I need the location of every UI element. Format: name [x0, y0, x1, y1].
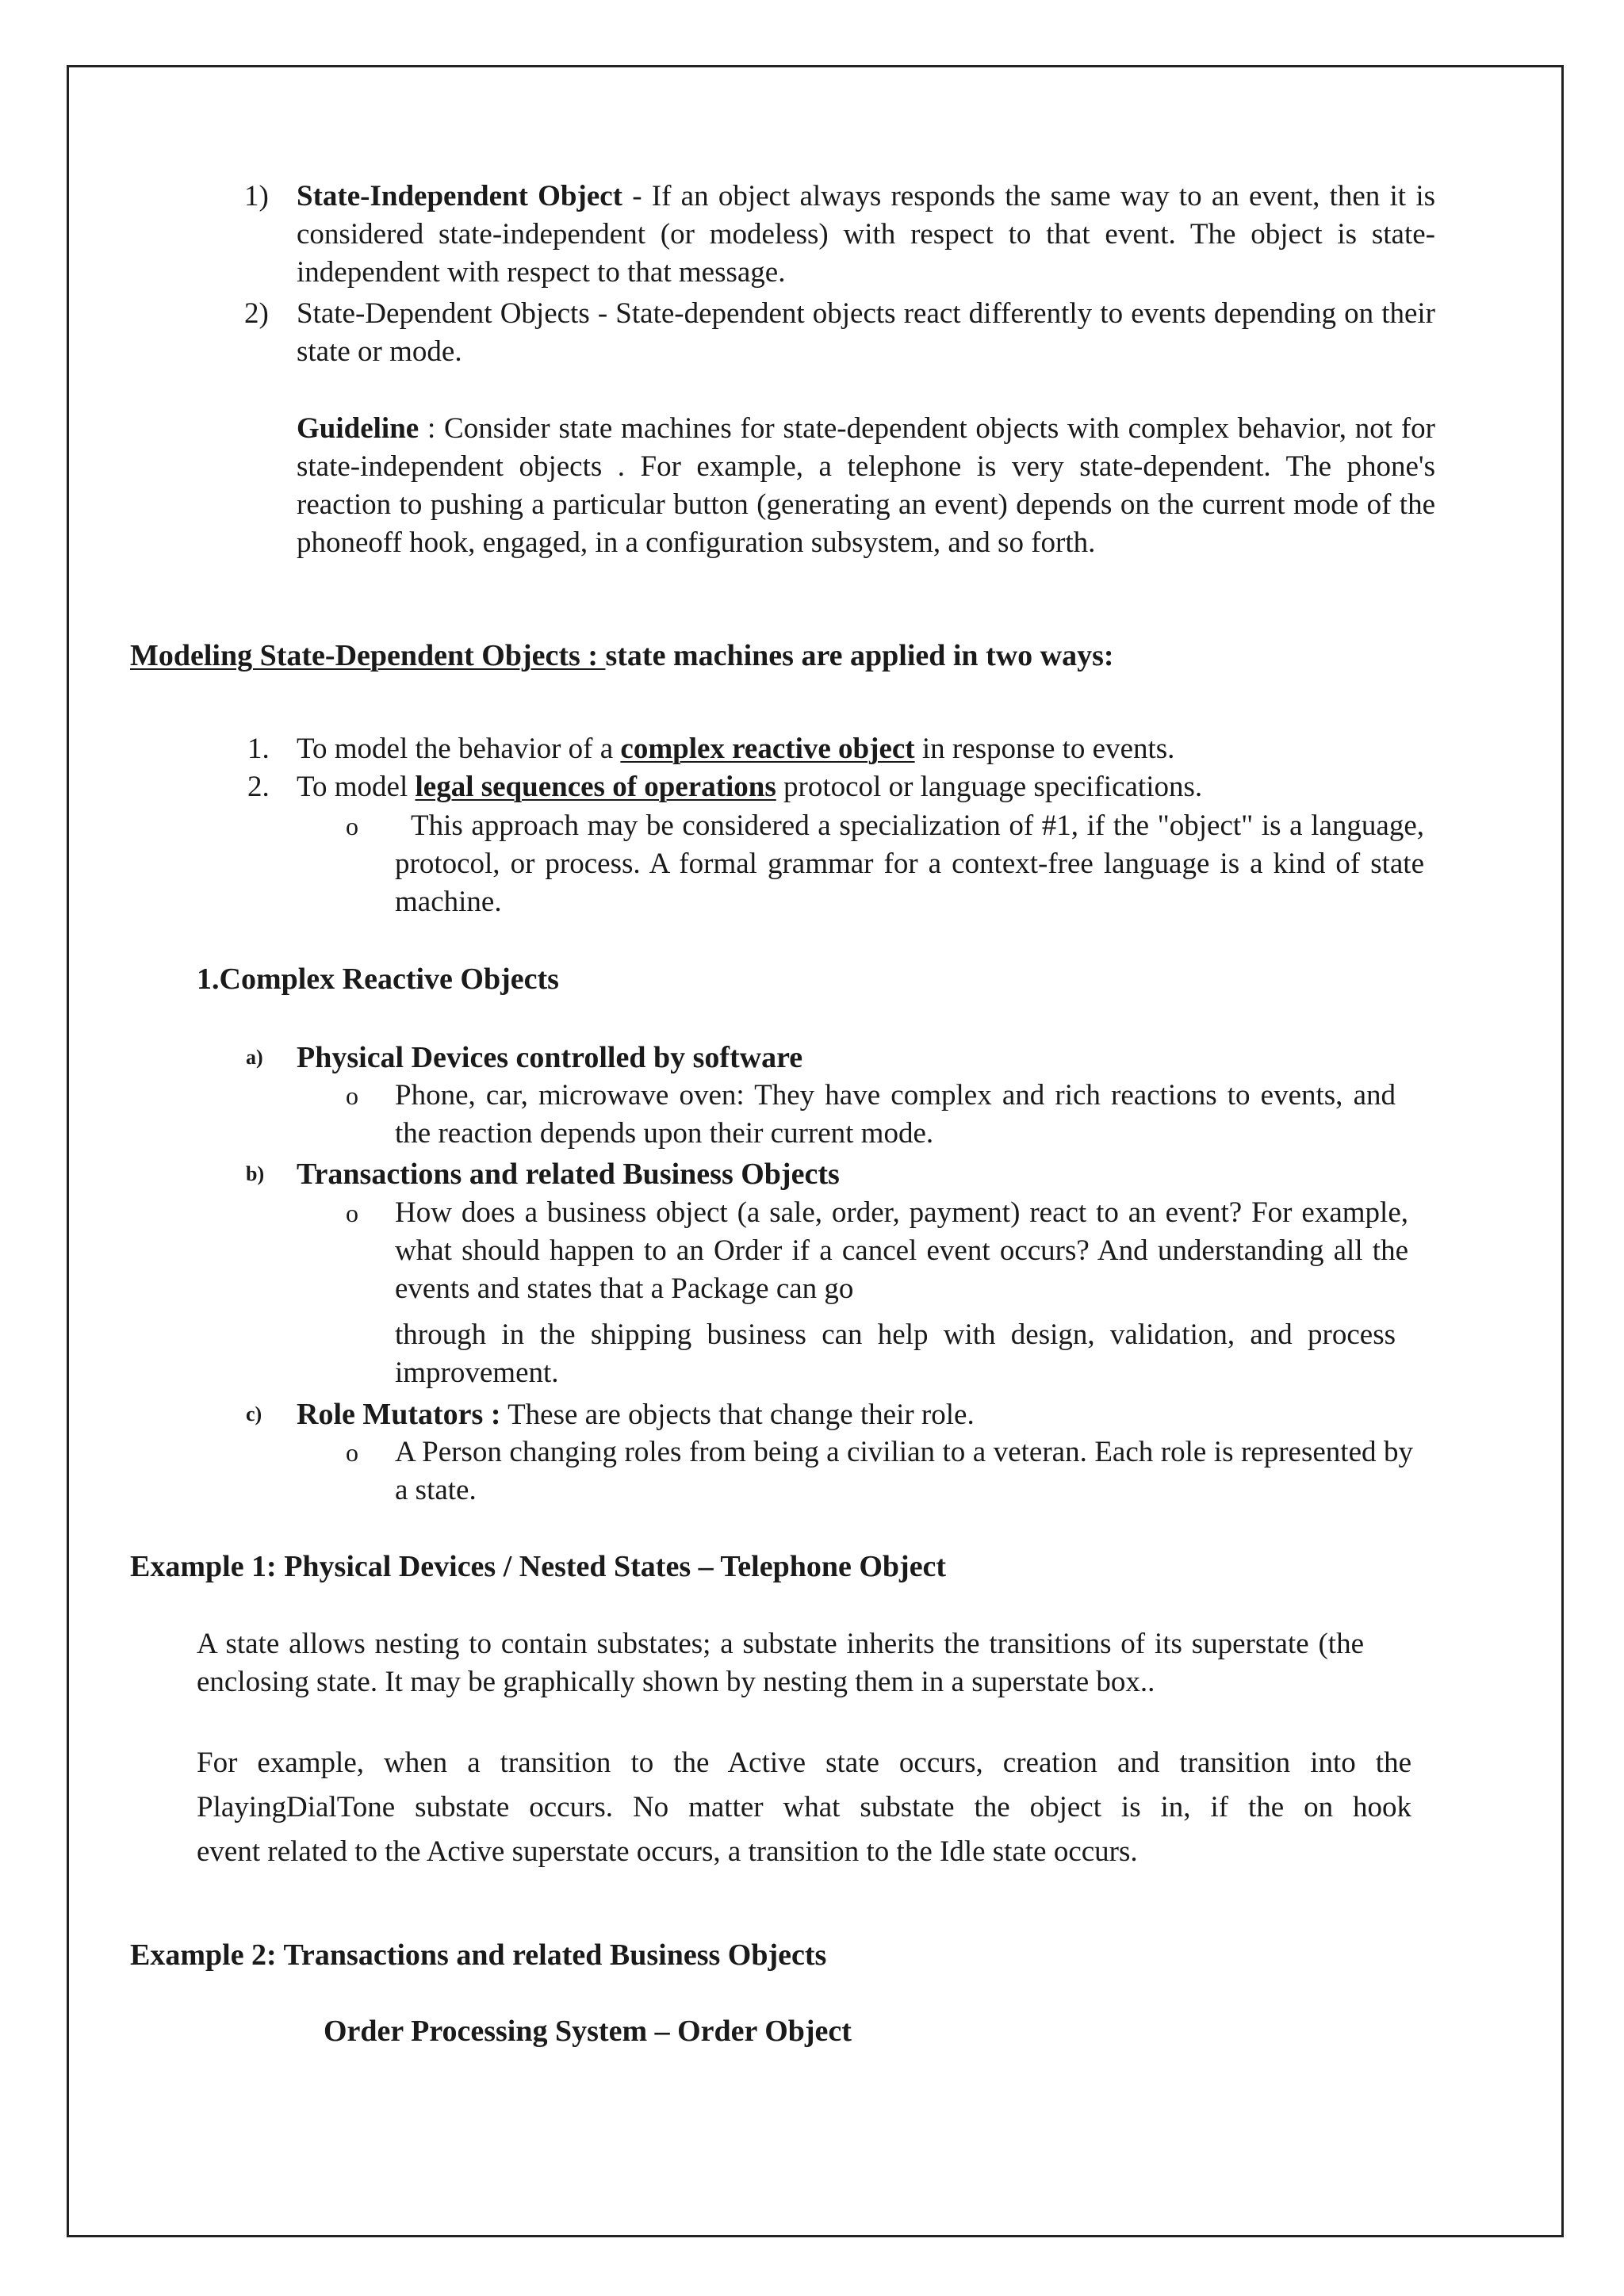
way-item: To model legal sequences of operations protocol or language specifications.: [297, 771, 1203, 803]
paragraph-line: event related to the Active superstate occurs, a transition to the Idle state occurs.: [197, 1835, 1138, 1868]
modeling-heading-underlined: Modeling State-Dependent Objects :: [130, 639, 606, 672]
item-text: If an object always responds the same way to an event, then it is considered state-independent (or modeless) with respect to that event. The object is state-independent with respect to that message.: [297, 180, 1435, 289]
ways-sub-bullet-text: This approach may be considered a specialization of #1, if the "object" is a language, protocol, or process. A formal grammar for a context-free language is a kind of state machine.: [395, 809, 1424, 918]
complex-reactive-object-term: complex reactive object: [620, 733, 915, 765]
example2-subheading: Order Processing System – Order Object: [324, 2015, 852, 2048]
paragraph-line: PlayingDialTone substate occurs. No matter what substate the object is in, if the on hook: [197, 1791, 1411, 1823]
bullet-marker: o: [346, 1199, 358, 1227]
example1-paragraph1: A state allows nesting to contain substates; a substate inherits the transitions of its superstate (the enclosing state. It may be graphically shown by nesting them in a superstate box..: [197, 1628, 1364, 1698]
example1-paragraph2: [197, 1741, 1411, 1874]
role-mutators-item: Role Mutators : These are objects that change their role.: [297, 1398, 975, 1431]
list-number: 2): [244, 297, 269, 330]
state-independent-item: State-Independent Object - If an object always responds the same way to an event, then it is considered state-independent (or modeless) with respect to that event. The object is state-independent with respect to that message.: [297, 180, 1435, 289]
item-title: State-Independent Object: [297, 180, 622, 212]
list-number: 2.: [247, 771, 270, 803]
bullet-marker: o: [346, 1438, 358, 1467]
category-bullet-text: Phone, car, microwave oven: They have complex and rich reactions to events, and the reaction depends upon their current mode.: [395, 1079, 1396, 1150]
category-title: Role Mutators :: [297, 1398, 501, 1431]
category-title: Transactions and related Business Objects: [297, 1158, 840, 1191]
category-bullet-text: How does a business object (a sale, order, payment) react to an event? For example, what should happen to an Order if a cancel event occurs? And understanding all the events and states that a Package can go: [395, 1196, 1408, 1305]
modeling-heading: [130, 637, 1114, 675]
guideline-title: Guideline: [297, 412, 419, 445]
category-bullet-text: A Person changing roles from being a civilian to a veteran. Each role is represented by a state.: [395, 1436, 1413, 1506]
category-letter: c): [246, 1402, 262, 1425]
list-number: 1): [244, 180, 269, 212]
item-text: State-dependent objects react differently to events depending on their state or mode.: [297, 297, 1436, 368]
modeling-heading-rest: state machines are applied in two ways:: [605, 639, 1114, 672]
state-dependent-item: State-Dependent Objects - State-dependent objects react differently to events depending on their state or mode.: [297, 297, 1436, 368]
example1-heading: Example 1: Physical Devices / Nested States – Telephone Object: [130, 1550, 947, 1583]
complex-reactive-heading: 1.Complex Reactive Objects: [197, 962, 559, 996]
category-letter: b): [246, 1162, 265, 1185]
category-letter: a): [246, 1046, 263, 1069]
paragraph-line: For example, when a transition to the Active state occurs, creation and transition into the: [197, 1747, 1411, 1779]
category-title: Physical Devices controlled by software: [297, 1041, 803, 1074]
legal-sequences-term: legal sequences of operations: [415, 771, 776, 803]
way-item: To model the behavior of a complex reactive object in response to events.: [297, 733, 1175, 765]
list-number: 1.: [247, 733, 270, 765]
item-title: State-Dependent Objects: [297, 297, 590, 330]
bullet-marker: o: [346, 1081, 358, 1110]
guideline-paragraph: [297, 410, 1435, 562]
guideline-text: : Consider state machines for state-dependent objects with complex behavior, not for state-independent objects . For example, a telephone is very state-dependent. The phone's reaction to pushing a particular button (generating an event) depends on the current mode of the phoneoff hook, engaged, in a configuration subsystem, and so forth.: [297, 412, 1435, 559]
bullet-marker: o: [346, 812, 358, 840]
example2-heading: Example 2: Transactions and related Business Objects: [130, 1938, 827, 1972]
category-bullet-text-continued: through in the shipping business can help with design, validation, and process improvement.: [395, 1318, 1396, 1389]
